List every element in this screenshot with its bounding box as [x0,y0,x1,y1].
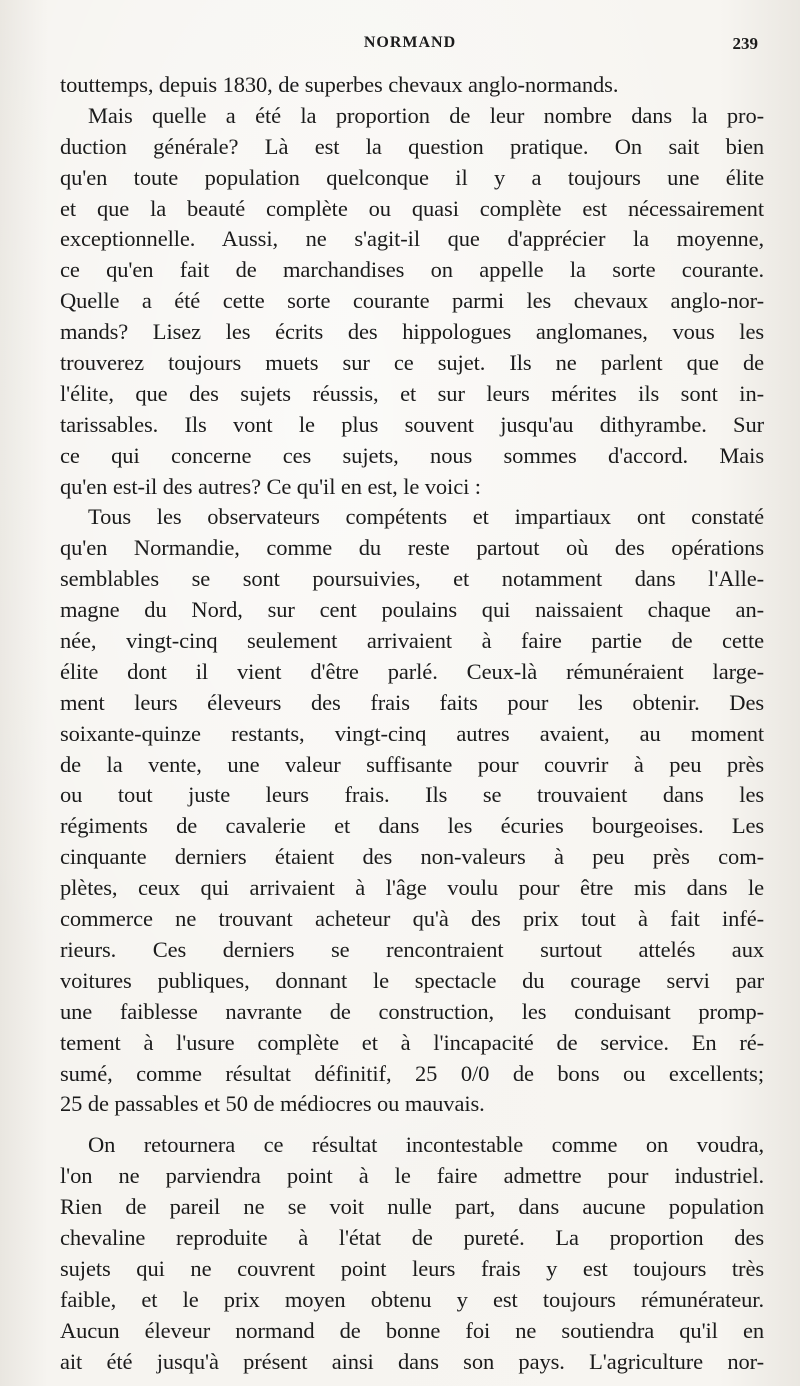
running-head-title: NORMAND [363,34,457,51]
text-line: chevaline reproduite à l'état de pureté. La proportion des [60,1224,764,1250]
text-line: et que la beauté complète ou quasi complète est nécessairement [60,195,764,221]
text-line: régiments de cavalerie et dans les écuries bourgeoises. Les [60,813,764,839]
text-line: Mais quelle a été la proportion de leur nombre dans la pro- [88,102,764,128]
text-line: tarissables. Ils vont le plus souvent jusqu'au dithyrambe. Sur [60,411,764,437]
paragraph-gap [60,1120,764,1130]
text-line: On retournera ce résultat incontestable comme on voudra, [88,1132,764,1158]
text-line: faible, et le prix moyen obtenu y est toujours rémunérateur. [60,1286,764,1312]
text-line: de la vente, une valeur suffisante pour couvrir à peu près [60,751,764,777]
text-line: 25 de passables et 50 de médiocres ou mauvais. [60,1091,485,1117]
text-line: sujets qui ne couvrent point leurs frais y est toujours très [60,1255,764,1281]
text-line: qu'en Normandie, comme du reste partout où des opérations [60,535,764,561]
text-line: ait été jusqu'à présent ainsi dans son pays. L'agriculture nor- [60,1348,764,1374]
paragraph-continuation [60,70,764,101]
text-line: soixante-quinze restants, vingt-cinq autres avaient, au moment [60,720,764,746]
paragraph [60,502,764,1120]
text-line: née, vingt-cinq seulement arrivaient à faire partie de cette [60,628,764,654]
text-line: mands? Lisez les écrits des hippologues anglomanes, vous les [60,319,764,345]
text-line: magne du Nord, sur cent poulains qui naissaient chaque an- [60,597,764,623]
page-number: 239 [732,34,758,53]
text-line: qu'en toute population quelconque il y a toujours une élite [60,164,764,190]
text-line: élite dont il vient d'être parlé. Ceux-là rémunéraient large- [60,658,764,684]
text-line: l'élite, que des sujets réussis, et sur leurs mérites ils sont in- [60,380,764,406]
text-line: exceptionnelle. Aussi, ne s'agit-il que d'apprécier la moyenne, [60,226,764,252]
text-line: ce qui concerne ces sujets, nous sommes d'accord. Mais [60,442,764,468]
text-line: commerce ne trouvant acheteur qu'à des prix tout à fait infé- [60,906,764,932]
text-line: voitures publiques, donnant le spectacle du courage servi par [60,967,764,993]
text-line: cinquante derniers étaient des non-valeurs à peu près com- [60,844,764,870]
text-line: ment leurs éleveurs des frais faits pour les obtenir. Des [60,689,764,715]
text-line: ce qu'en fait de marchandises on appelle la sorte courante. [60,257,764,283]
text-line: ou tout juste leurs frais. Ils se trouvaient dans les [60,782,764,808]
text-line: qu'en est-il des autres? Ce qu'il en est, le voici : [60,473,481,499]
text-line: Quelle a été cette sorte courante parmi les chevaux anglo-nor- [60,288,764,314]
text-line: trouverez toujours muets sur ce sujet. Ils ne parlent que de [60,350,764,376]
text-line: semblables se sont poursuivies, et notamment dans l'Alle- [60,566,764,592]
text-line: tement à l'usure complète et à l'incapacité de service. En ré- [60,1029,764,1055]
running-head [62,34,758,58]
paragraph [60,1130,764,1377]
text-line: duction générale? Là est la question pratique. On sait bien [60,133,764,159]
text-line: plètes, ceux qui arrivaient à l'âge voulu pour être mis dans le [60,875,764,901]
text-line: une faiblesse navrante de construction, les conduisant promp- [60,998,764,1024]
text-line: touttemps, depuis 1830, de superbes chevaux anglo-normands. [60,72,619,97]
text-line: Rien de pareil ne se voit nulle part, dans aucune population [60,1194,764,1220]
paragraph [60,101,764,503]
text-line: l'on ne parviendra point à le faire admettre pour industriel. [60,1163,764,1189]
body-text [60,70,764,1377]
text-line: rieurs. Ces derniers se rencontraient surtout attelés aux [60,936,764,962]
text-line: Tous les observateurs compétents et impartiaux ont constaté [88,504,764,530]
text-line: Aucun éleveur normand de bonne foi ne soutiendra qu'il en [60,1317,764,1343]
text-line: sumé, comme résultat définitif, 25 0/0 de bons ou excellents; [60,1060,764,1086]
